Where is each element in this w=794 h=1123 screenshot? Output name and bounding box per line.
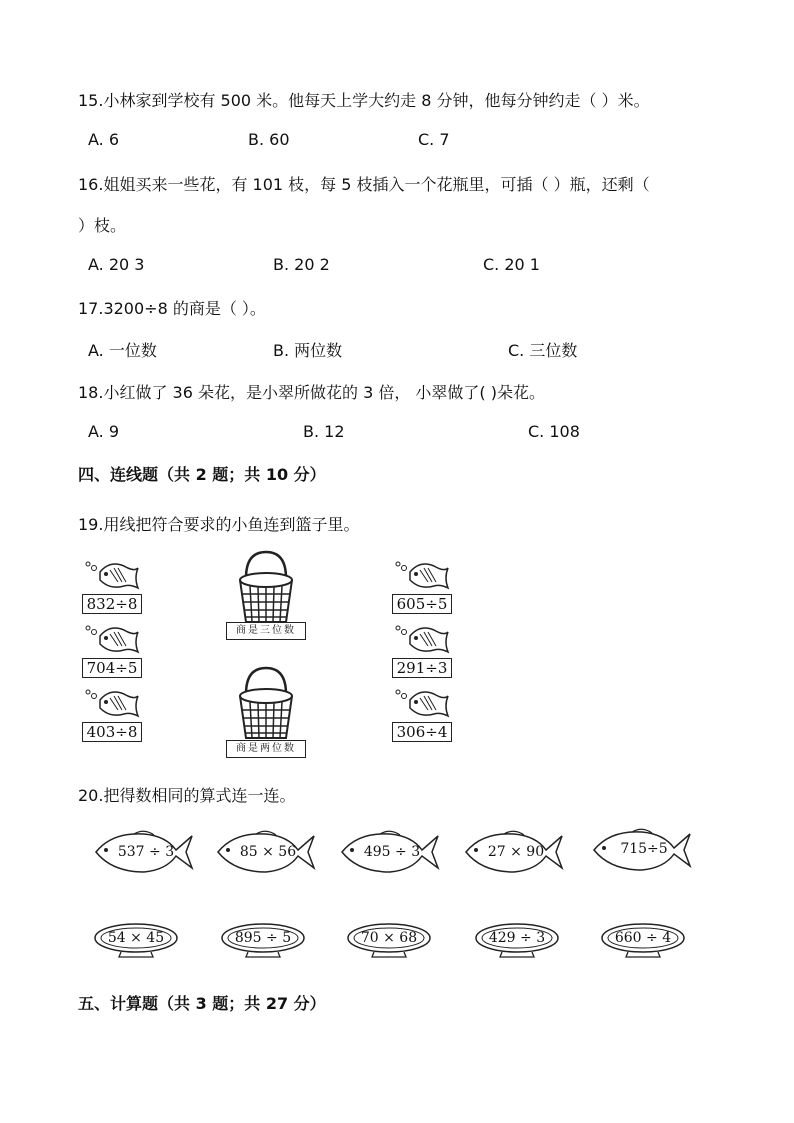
fish-icon [394,622,450,658]
basket-icon [236,666,296,742]
q16-option-b: B. 20 2 [273,255,330,274]
section-4-heading: 四、连线题（共 2 题；共 10 分） [78,465,326,484]
fish-expr-1: 537 ÷ 3 [117,844,175,860]
q15-option-a: A. 6 [88,130,120,149]
dish-expr-1: 54 × 45 [107,930,165,946]
fish-expr-3: 495 ÷ 3 [363,844,421,860]
q20-stem: 20.把得数相同的算式连一连。 [78,786,296,805]
fish-icon [84,686,140,722]
basket-label-2: 商是两位数 [226,740,306,758]
q18-option-a: A. 9 [88,422,120,441]
right-fish-expr-3: 306÷4 [392,722,452,742]
q17-option-a: A. 一位数 [88,341,157,360]
dish-expr-3: 70 × 68 [360,930,418,946]
basket-label-1: 商是三位数 [226,622,306,640]
q16-stem: 16.姐姐买来一些花，有 101 枝，每 5 枝插入一个花瓶里，可插（ ）瓶，还剩（ [78,175,650,194]
section-5-heading: 五、计算题（共 3 题；共 27 分） [78,994,326,1013]
dish-expr-2: 895 ÷ 5 [234,930,292,946]
q15-option-c: C. 7 [418,130,450,149]
q15-option-b: B. 60 [248,130,290,149]
fish-expr-5: 715÷5 [620,841,668,857]
dish-expr-5: 660 ÷ 4 [614,930,672,946]
left-fish-expr-1: 832÷8 [82,594,142,614]
fish-icon [394,558,450,594]
left-fish-expr-2: 704÷5 [82,658,142,678]
q17-stem: 17.3200÷8 的商是（ ）。 [78,299,266,318]
fish-icon [84,622,140,658]
right-fish-expr-2: 291÷3 [392,658,452,678]
q19-stem: 19.用线把符合要求的小鱼连到篮子里。 [78,515,360,534]
q16-option-a: A. 20 3 [88,255,145,274]
q18-stem: 18.小红做了 36 朵花，是小翠所做花的 3 倍， 小翠做了( )朵花。 [78,383,545,402]
dish-expr-4: 429 ÷ 3 [488,930,546,946]
fish-expr-4: 27 × 90 [487,844,545,860]
fish-expr-2: 85 × 56 [239,844,297,860]
fish-icon [84,558,140,594]
q15-stem: 15.小林家到学校有 500 米。他每天上学大约走 8 分钟，他每分钟约走（ ）米。 [78,91,650,110]
q17-option-b: B. 两位数 [273,341,343,360]
q18-option-c: C. 108 [528,422,580,441]
left-fish-expr-3: 403÷8 [82,722,142,742]
basket-icon [236,550,296,626]
right-fish-expr-1: 605÷5 [392,594,452,614]
q16-option-c: C. 20 1 [483,255,540,274]
q16-stem-continued: ）枝。 [78,216,127,235]
q18-option-b: B. 12 [303,422,345,441]
q17-option-c: C. 三位数 [508,341,578,360]
fish-icon [394,686,450,722]
